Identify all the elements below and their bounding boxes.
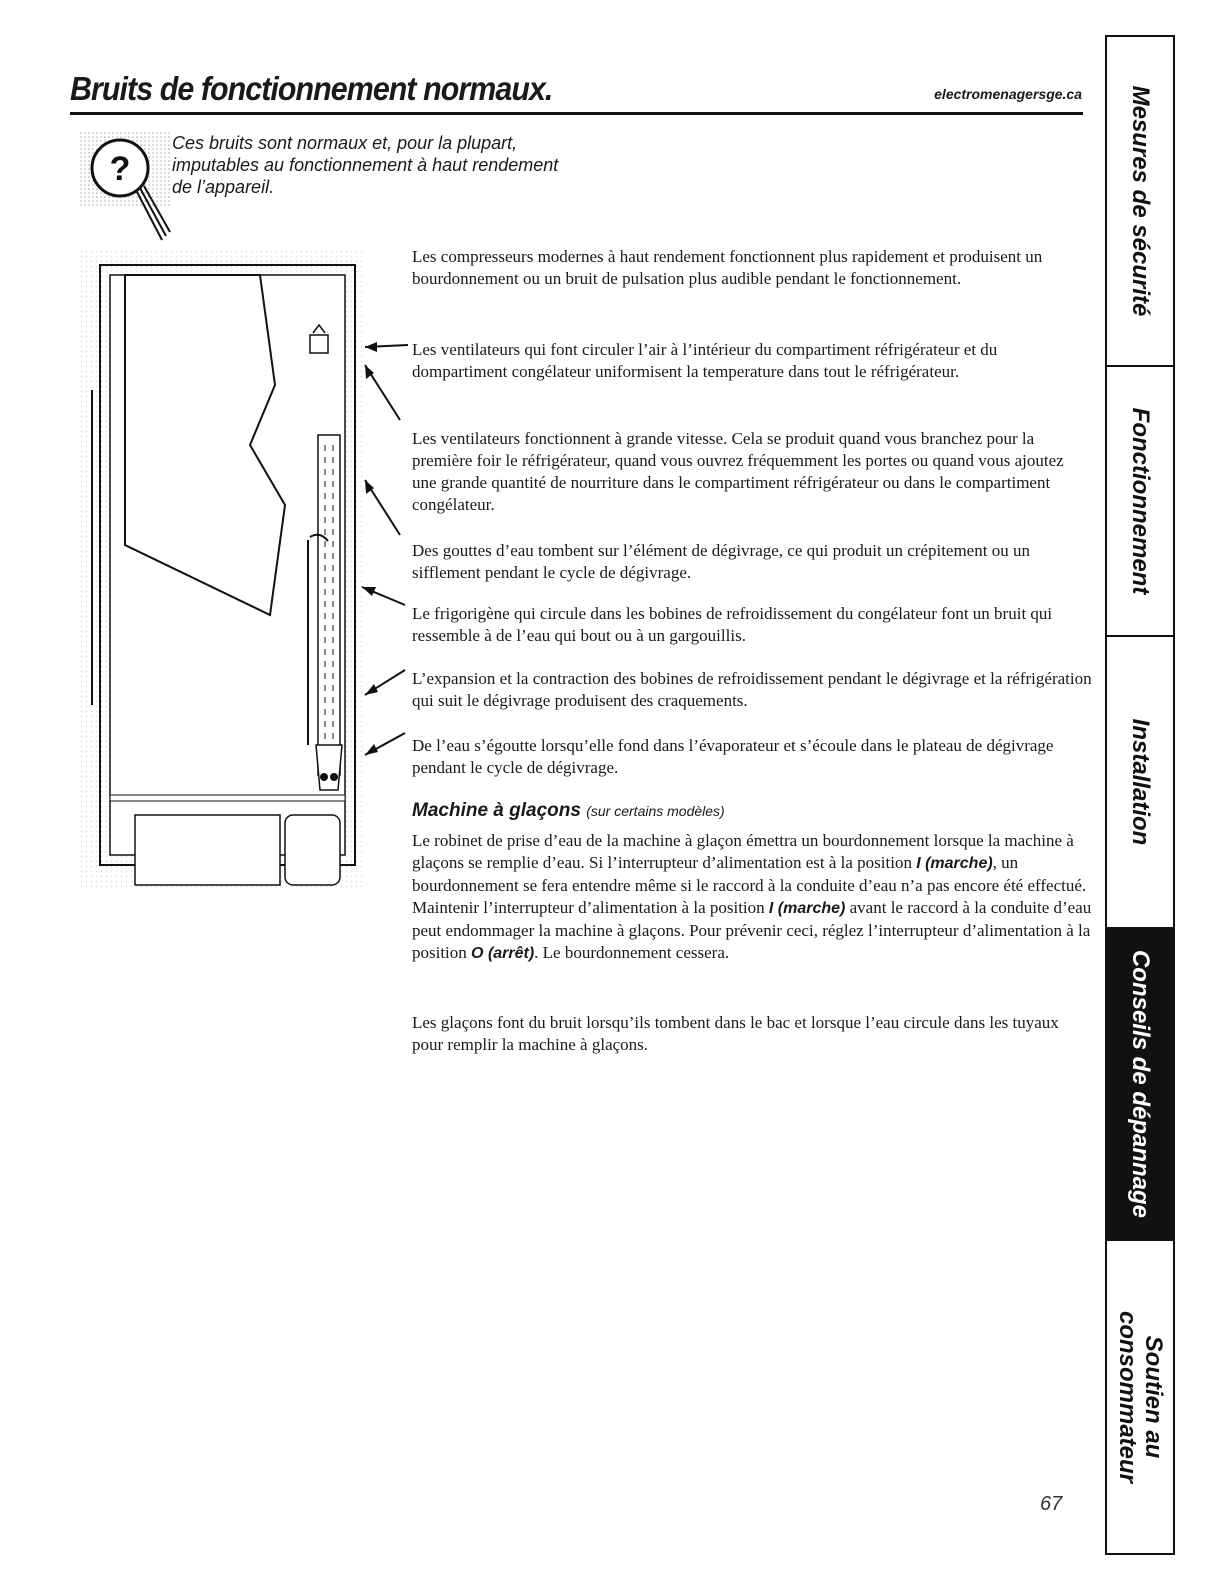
noise-water-drops: Des gouttes d’eau tombent sur l’élément de dégivrage, ce qui produit un crépitement ou un sifflement pendant le cycle de dégivrage. — [412, 541, 1030, 582]
icemaker-text-3: avant le raccord à la conduite d’eau peut endommager la machine à glaçons. Pour prévenir ceci, réglez l’interrupteur d’alimentation à la position — [412, 898, 1092, 962]
icemaker-valve-paragraph — [412, 830, 1092, 965]
tab-soutien-au-consommateur[interactable] — [1107, 1241, 1173, 1553]
tab-label: Fonctionnement — [1127, 407, 1154, 595]
switch-off-label: O (arrêt) — [471, 945, 535, 962]
tab-label: Soutien au consommateur — [1114, 1310, 1167, 1484]
tab-label: Mesures de sécurité — [1127, 85, 1154, 317]
icemaker-heading — [412, 800, 1092, 822]
icemaker-text-2: , un bourdonnement se fera entendre même si le raccord à la conduite d’eau n’a pas encore été effectué. Maintenir l’interrupteur d’alimentation à la position — [412, 853, 1087, 917]
tab-mesures-de-securite[interactable] — [1107, 37, 1173, 367]
noise-evaporator: De l’eau s’égoutte lorsqu’elle fond dans l’évaporateur et s’écoule dans le plateau de dégivrage pendant le cycle de dégivrage. — [412, 736, 1054, 777]
intro-line-1: Ces bruits sont normaux et, pour la plupart, — [172, 133, 518, 153]
page-number: 67 — [1040, 1493, 1063, 1515]
noise-refrigerant: Le frigorigène qui circule dans les bobines de refroidissement du congélateur font un bruit qui ressemble à de l’eau qui bout ou à un gargouillis. — [412, 604, 1053, 645]
icemaker-heading-text: Machine à glaçons — [412, 800, 581, 821]
section-tabs — [1105, 35, 1175, 1555]
svg-text:?: ? — [109, 150, 131, 188]
intro-text — [172, 132, 622, 198]
refrigerator-illustration — [80, 245, 460, 905]
tab-installation[interactable] — [1107, 637, 1173, 929]
switch-on-label: I (marche) — [916, 855, 993, 872]
icemaker-heading-note: (sur certains modèles) — [586, 803, 725, 819]
page-title: Bruits de fonctionnement normaux. — [70, 70, 553, 107]
icemaker-text-4: . Le bourdonnement cessera. — [534, 943, 730, 962]
noise-fans-speed: Les ventilateurs fonctionnent à grande vitesse. Cela se produit quand vous branchez pour la première foir le réfrigérateur, quand vous ouvrez fréquemment les portes ou quand vous ajoutez une grande quantité de nourriture dans le compartiment réfrigérateur ou dans le compartiment congélateur. — [412, 429, 1064, 514]
tab-fonctionnement[interactable] — [1107, 367, 1173, 637]
noise-compressors: Les compresseurs modernes à haut rendement fonctionnent plus rapidement et produisent un bourdonnement ou un bruit de pulsation plus audible pendant le fonctionnement. — [412, 247, 1043, 288]
noise-fans-circulate: Les ventilateurs qui font circuler l’air à l’intérieur du compartiment réfrigérateur et du dompartiment congélateur uniformisent la temperature dans tout le réfrigérateur. — [412, 340, 998, 381]
header-rule — [70, 112, 1083, 115]
tab-conseils-de-depannage[interactable] — [1107, 929, 1173, 1241]
tab-label: Installation — [1127, 718, 1154, 846]
noise-expansion: L’expansion et la contraction des bobines de refroidissement pendant le dégivrage et la réfrigération qui suit le dégivrage produisent des craquements. — [412, 669, 1092, 710]
switch-on-label-2: I (marche) — [768, 900, 846, 917]
icemaker-cubes-paragraph: Les glaçons font du bruit lorsqu’ils tombent dans le bac et lorsque l’eau circule dans les tuyaux pour remplir la machine à glaçons. — [412, 1013, 1059, 1054]
intro-line-2: imputables au fonctionnement à haut rendement — [172, 155, 559, 175]
intro-line-3: de l’appareil. — [172, 177, 275, 197]
icemaker-text-1: Le robinet de prise d’eau de la machine à glaçon émettra un bourdonnement lorsque la machine à glaçons se remplie d’eau. Si l’interrupteur d’alimentation est à la position — [412, 831, 1074, 872]
website-url: electromenagersge.ca — [934, 86, 1082, 102]
tab-label: Conseils de dépannage — [1127, 949, 1154, 1219]
